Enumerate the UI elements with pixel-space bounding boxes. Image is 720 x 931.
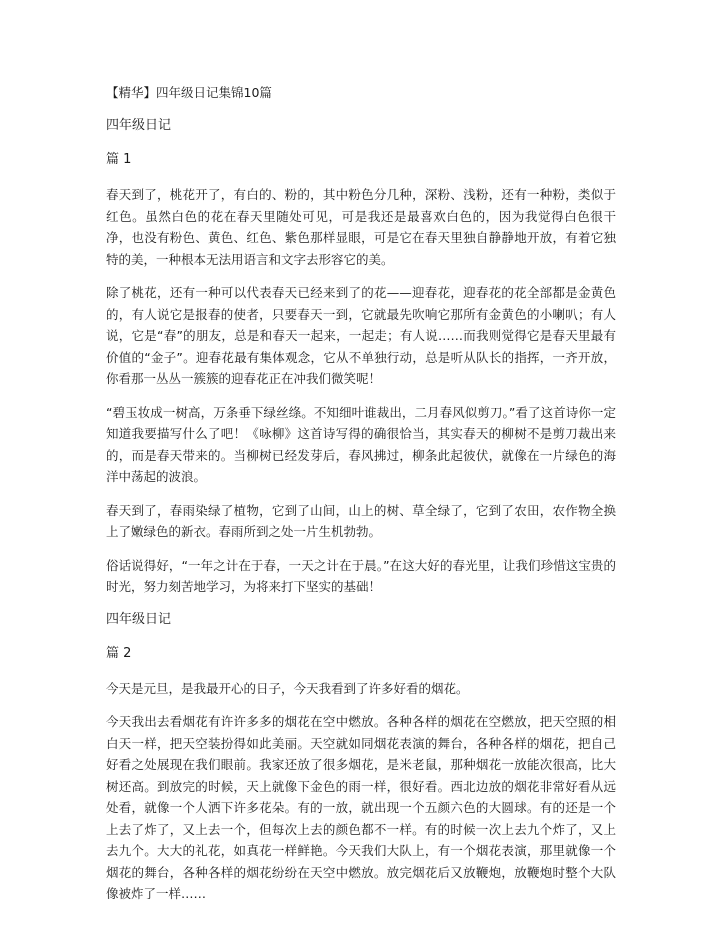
paragraph: 春天到了，桃花开了，有白的、粉的，其中粉色分几种，深粉、浅粉，还有一种粉，类似于红色。虽然白色的花在春天里随处可见，可是我还是最喜欢白色的，因为我觉得白色很干净，也没有粉色、黄色、红色、紫色那样显眼，可是它在春天里独自静静地开放，有着它独特的美，一种根本无法用语言和文字去形容它的美。	[106, 187, 616, 267]
entry-number: 篇 1	[106, 152, 132, 167]
paragraph: 春天到了，春雨染绿了植物，它到了山间，山上的树、草全绿了，它到了农田，农作物全换上了嫩绿色的新衣。春雨所到之处一片生机勃勃。	[106, 502, 616, 539]
paragraph: 除了桃花，还有一种可以代表春天已经来到了的花——迎春花，迎春花的花全部都是金黄色的，有人说它是报春的使者，只要春天一到，它就最先吹响它那所有金黄色的小喇叭；有人说，它是“春”的朋友，总是和春天一起来，一起走；有人说……而我则觉得它是春天里最有价值的“金子”。迎春花最有集体观念，它从不单独行动，总是听从队长的指挥，一齐开放，你看那一丛丛一簇簇的迎春花正在冲我们微笑呢！	[106, 285, 616, 386]
paragraph: 今天我出去看烟花有许许多多的烟花在空中燃放。各种各样的烟花在空燃放，把天空照的相白天一样，把天空装扮得如此美丽。天空就如同烟花表演的舞台，各种各样的烟花，把自己好看之处展现在我们眼前。我家还放了很多烟花，是米老鼠，那种烟花一放能次很高，比大树还高。到放完的时候，天上就像下金色的雨一样，很好看。西北边放的烟花非常好看从远处看，就像一个人洒下许多花朵。有的一放，就出现一个五颜六色的大圆球。有的还是一个上去了炸了，又上去一个，但每次上去的颜色都不一样。有的时候一次上去九个炸了，又上去九个。大大的礼花，如真花一样鲜艳。今天我们大队上，有一个烟花表演，那里就像一个烟花的舞台，各种各样的烟花纷纷在天空中燃放。放完烟花后又放鞭炮，放鞭炮时整个大队像被炸了一样……	[106, 714, 616, 901]
document-body	[106, 116, 616, 917]
entry-heading: 四年级日记	[106, 118, 172, 133]
paragraph: 俗话说得好，“一年之计在于春，一天之计在于晨。”在这大好的春光里，让我们珍惜这宝贵的时光，努力刻苦地学习，为将来打下坚实的基础！	[106, 557, 616, 594]
entry-number: 篇 2	[106, 645, 132, 661]
document-title: 【精华】四年级日记集锦10篇	[106, 85, 272, 100]
diary-entry	[106, 610, 616, 905]
diary-entry	[106, 116, 616, 598]
paragraph: “碧玉妆成一树高，万条垂下绿丝绦。不知细叶谁裁出，二月春风似剪刀。”看了这首诗你一定知道我要描写什么了吧！《咏柳》这首诗写得的确很恰当，其实春天的柳树不是剪刀裁出来的，而是春天带来的。当柳树已经发芽后，春风拂过，柳条此起彼伏，就像在一片绿色的海洋中荡起的波浪。	[106, 404, 616, 484]
entry-heading: 四年级日记	[106, 611, 172, 627]
paragraph: 今天是元旦，是我最开心的日子，今天我看到了许多好看的烟花。	[106, 680, 469, 696]
